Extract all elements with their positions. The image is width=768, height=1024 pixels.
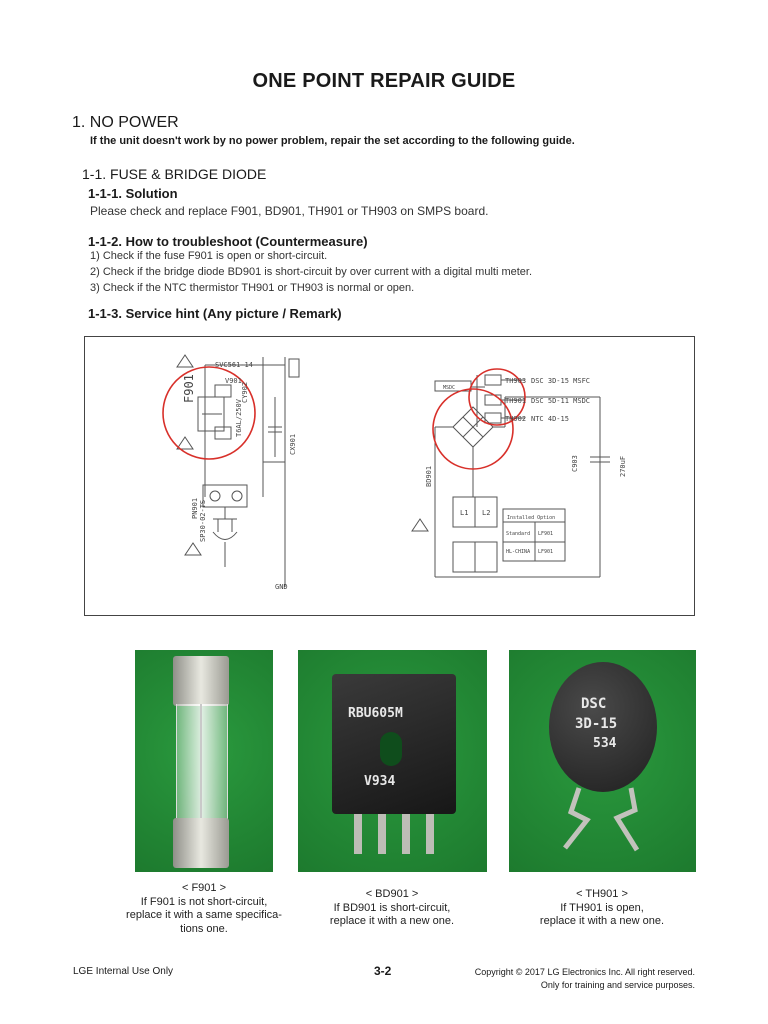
label-table-r2c1: HL-CHINA xyxy=(506,549,531,555)
bridge-leg-2 xyxy=(378,814,386,854)
fuse-caption-line-3: replace it with a same specifica- xyxy=(126,909,282,921)
fuse-cap-top xyxy=(173,656,229,706)
fuse-caption-line-1: < F901 > xyxy=(181,882,227,894)
thermistor-caption xyxy=(492,888,712,929)
label-table-r1c1: Standard xyxy=(506,531,531,537)
label-cap1: CY902 xyxy=(241,381,249,403)
fuse-photo xyxy=(135,650,273,872)
label-box1: MSDC xyxy=(443,385,456,391)
bridge-leg-1 xyxy=(354,814,362,854)
label-connector: PN901 xyxy=(191,497,199,519)
label-l2: L2 xyxy=(482,509,491,517)
label-varistor-ref: V901 xyxy=(225,377,242,385)
label-cap2: CX901 xyxy=(289,433,297,455)
thermistor-leads xyxy=(509,650,696,872)
fuse-wire xyxy=(200,704,202,820)
thermistor-marking-3: 534 xyxy=(593,736,617,751)
fuse-cap-bottom xyxy=(173,818,229,868)
fuse-caption-line-2: If F901 is not short-circuit, xyxy=(140,895,268,908)
bridge-caption xyxy=(282,888,502,929)
troubleshoot-step-1: 1) Check if the fuse F901 is open or short-circuit. xyxy=(90,250,328,262)
subsection-heading: 1-1. FUSE & BRIDGE DIODE xyxy=(82,166,267,182)
footer-right xyxy=(475,966,695,992)
fuse-caption-line-4: tions one. xyxy=(180,922,228,935)
label-fuse: F901 xyxy=(182,374,196,403)
schematic-diagram xyxy=(84,336,695,616)
schematic-svg xyxy=(85,337,694,615)
footer-notice: Only for training and service purposes. xyxy=(540,980,695,990)
bridge-diode-hole xyxy=(380,732,402,766)
thermistor-marking-2: 3D-15 xyxy=(575,716,618,732)
troubleshoot-step-3: 3) Check if the NTC thermistor TH901 or TH903 is normal or open. xyxy=(90,282,415,294)
solution-heading: 1-1-1. Solution xyxy=(88,186,178,201)
label-th901-part: DSC 5D-11 MSDC xyxy=(531,397,591,405)
footer-left: LGE Internal Use Only xyxy=(73,966,174,977)
troubleshoot-step-2: 2) Check if the bridge diode BD901 is short-circuit by over current with a digital multi meter. xyxy=(90,266,533,278)
label-gnd: GND xyxy=(275,583,288,591)
service-hint-heading: 1-1-3. Service hint (Any picture / Remark) xyxy=(88,306,342,321)
thermistor-marking-1: DSC xyxy=(581,696,607,712)
label-table-r1c2: LF901 xyxy=(538,531,554,537)
bridge-caption-line-1: < BD901 > xyxy=(365,888,419,900)
label-varistor: SVC561-14 xyxy=(215,361,253,369)
label-th903: TH903 xyxy=(505,377,527,385)
label-th902-part: NTC 4D-15 xyxy=(531,415,569,423)
label-l1: L1 xyxy=(460,509,469,517)
thermistor-caption-line-1: < TH901 > xyxy=(576,888,628,900)
label-th901: TH901 xyxy=(505,397,527,405)
label-table-header: Installed Option xyxy=(507,515,556,521)
bridge-leg-3 xyxy=(402,814,410,854)
label-fuse-rating: T6AL/250V xyxy=(235,399,243,437)
thermistor-photo xyxy=(509,650,696,872)
page-number: 3-2 xyxy=(374,964,392,978)
thermistor-caption-line-2: If TH901 is open, xyxy=(560,901,644,914)
label-bd: BD901 xyxy=(425,465,433,487)
bridge-diode-photo xyxy=(298,650,487,872)
footer-copyright: Copyright © 2017 LG Electronics Inc. All right reserved. xyxy=(474,967,695,977)
page-title: ONE POINT REPAIR GUIDE xyxy=(252,70,516,92)
bridge-caption-line-2: If BD901 is short-circuit, xyxy=(333,901,451,914)
label-table-r2c2: LF901 xyxy=(538,549,554,555)
bridge-caption-line-3: replace it with a new one. xyxy=(329,915,455,927)
solution-text: Please check and replace F901, BD901, TH901 or TH903 on SMPS board. xyxy=(90,204,489,218)
label-cap3-value: 270uF xyxy=(619,455,627,477)
section-description: If the unit doesn't work by no power problem, repair the set according to the following guide. xyxy=(90,135,575,147)
label-th902: TH902 xyxy=(505,415,527,423)
thermistor-caption-line-3: replace it with a new one. xyxy=(539,915,665,927)
section-heading: 1. NO POWER xyxy=(72,114,179,131)
label-connector-part: SP30-02-TS xyxy=(199,499,207,542)
label-cap3: C903 xyxy=(571,455,579,472)
troubleshoot-heading: 1-1-2. How to troubleshoot (Countermeasure) xyxy=(88,234,368,249)
label-th903-part: DSC 3D-15 MSFC xyxy=(531,377,591,385)
fuse-glass-body xyxy=(176,704,228,820)
fuse-caption xyxy=(94,882,314,936)
bridge-leg-4 xyxy=(426,814,434,854)
bridge-marking-1: RBU605M xyxy=(348,706,403,721)
bridge-marking-2: V934 xyxy=(364,774,396,789)
